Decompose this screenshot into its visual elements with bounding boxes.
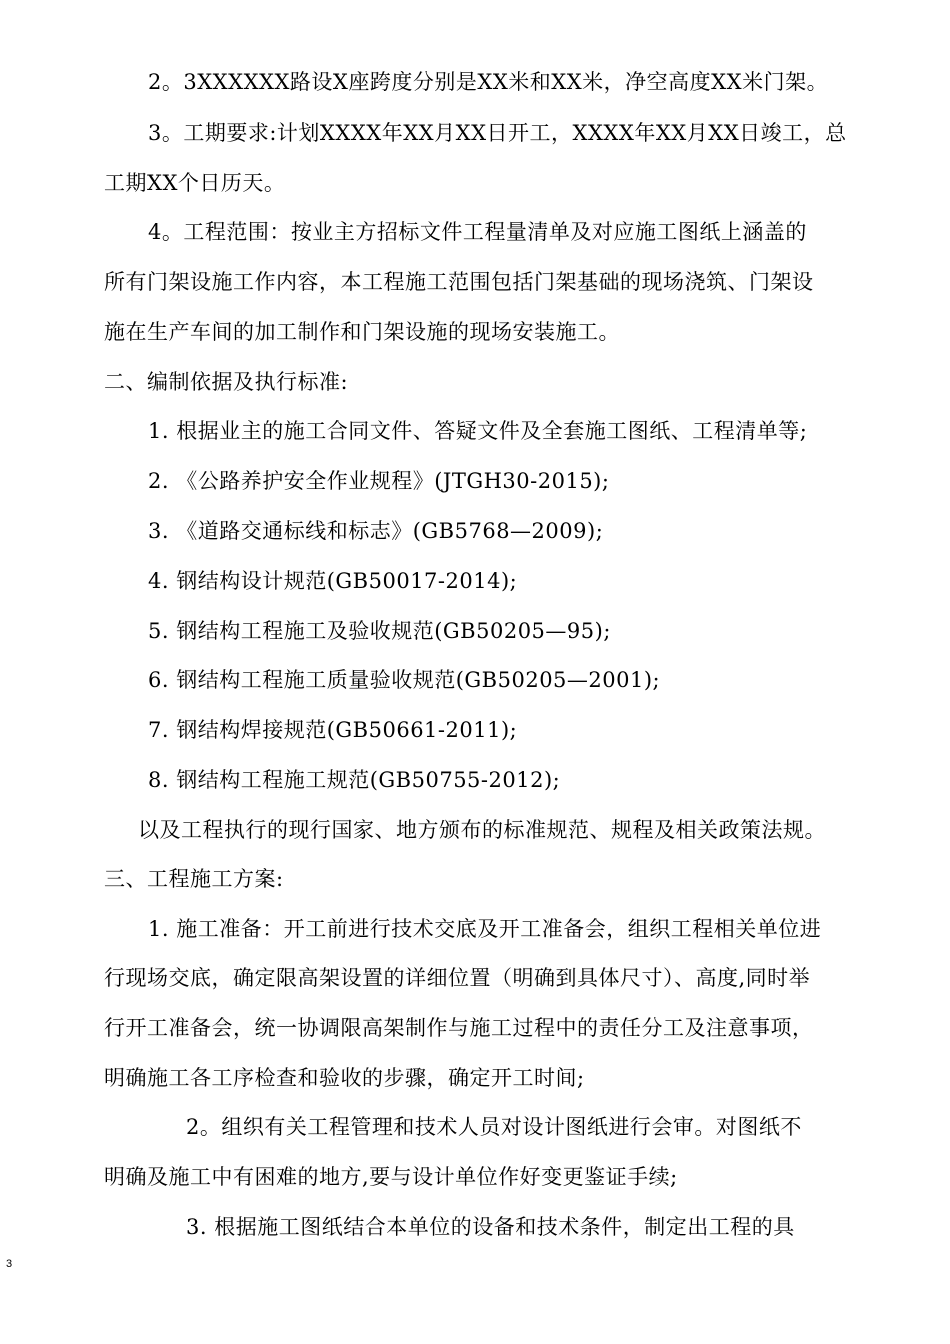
- list-item: 5. 钢结构工程施工及验收规范(GB50205—95);: [148, 619, 611, 643]
- text-line: 4。工程范围：按业主方招标文件工程量清单及对应施工图纸上涵盖的: [148, 220, 807, 244]
- list-item: 3. 《道路交通标线和标志》(GB5768—2009);: [148, 519, 604, 543]
- text-line: 2。组织有关工程管理和技术人员对设计图纸进行会审。对图纸不: [186, 1115, 802, 1139]
- text-line: 行开工准备会，统一协调限高架制作与施工过程中的责任分工及注意事项，: [104, 1016, 814, 1040]
- list-item: 7. 钢结构焊接规范(GB50661-2011);: [148, 718, 518, 742]
- text-line: 3。工期要求:计划XXXX年XX月XX日开工，XXXX年XX月XX日竣工，总: [148, 121, 847, 145]
- text-line: 所有门架设施工作内容，本工程施工范围包括门架基础的现场浇筑、门架设: [104, 270, 814, 294]
- page-number: 3: [6, 1258, 13, 1270]
- text-line: 工期XX个日历天。: [104, 171, 286, 195]
- list-item: 4. 钢结构设计规范(GB50017-2014);: [148, 569, 518, 593]
- text-line: 行现场交底，确定限高架设置的详细位置（明确到具体尺寸）、高度,同时举: [104, 966, 811, 990]
- text-line: 2。3XXXXXX路设X座跨度分别是XX米和XX米，净空高度XX米门架。: [148, 70, 829, 94]
- list-item: 6. 钢结构工程施工质量验收规范(GB50205—2001);: [148, 668, 661, 692]
- section-heading: 二、编制依据及执行标准:: [104, 370, 349, 394]
- text-line: 以及工程执行的现行国家、地方颁布的标准规范、规程及相关政策法规。: [138, 818, 826, 842]
- text-line: 3. 根据施工图纸结合本单位的设备和技术条件，制定出工程的具: [186, 1215, 795, 1239]
- text-line: 明确及施工中有困难的地方,要与设计单位作好变更鉴证手续;: [104, 1165, 678, 1189]
- section-heading: 三、工程施工方案:: [104, 867, 284, 891]
- text-line: 施在生产车间的加工制作和门架设施的现场安装施工。: [104, 320, 620, 344]
- text-line: 1. 施工准备：开工前进行技术交底及开工准备会，组织工程相关单位进: [148, 917, 822, 941]
- text-line: 明确施工各工序检查和验收的步骤，确定开工时间;: [104, 1066, 585, 1090]
- list-item: 8. 钢结构工程施工规范(GB50755-2012);: [148, 768, 561, 792]
- list-item: 2. 《公路养护安全作业规程》(JTGH30-2015);: [148, 469, 610, 493]
- list-item: 1. 根据业主的施工合同文件、答疑文件及全套施工图纸、工程清单等;: [148, 419, 808, 443]
